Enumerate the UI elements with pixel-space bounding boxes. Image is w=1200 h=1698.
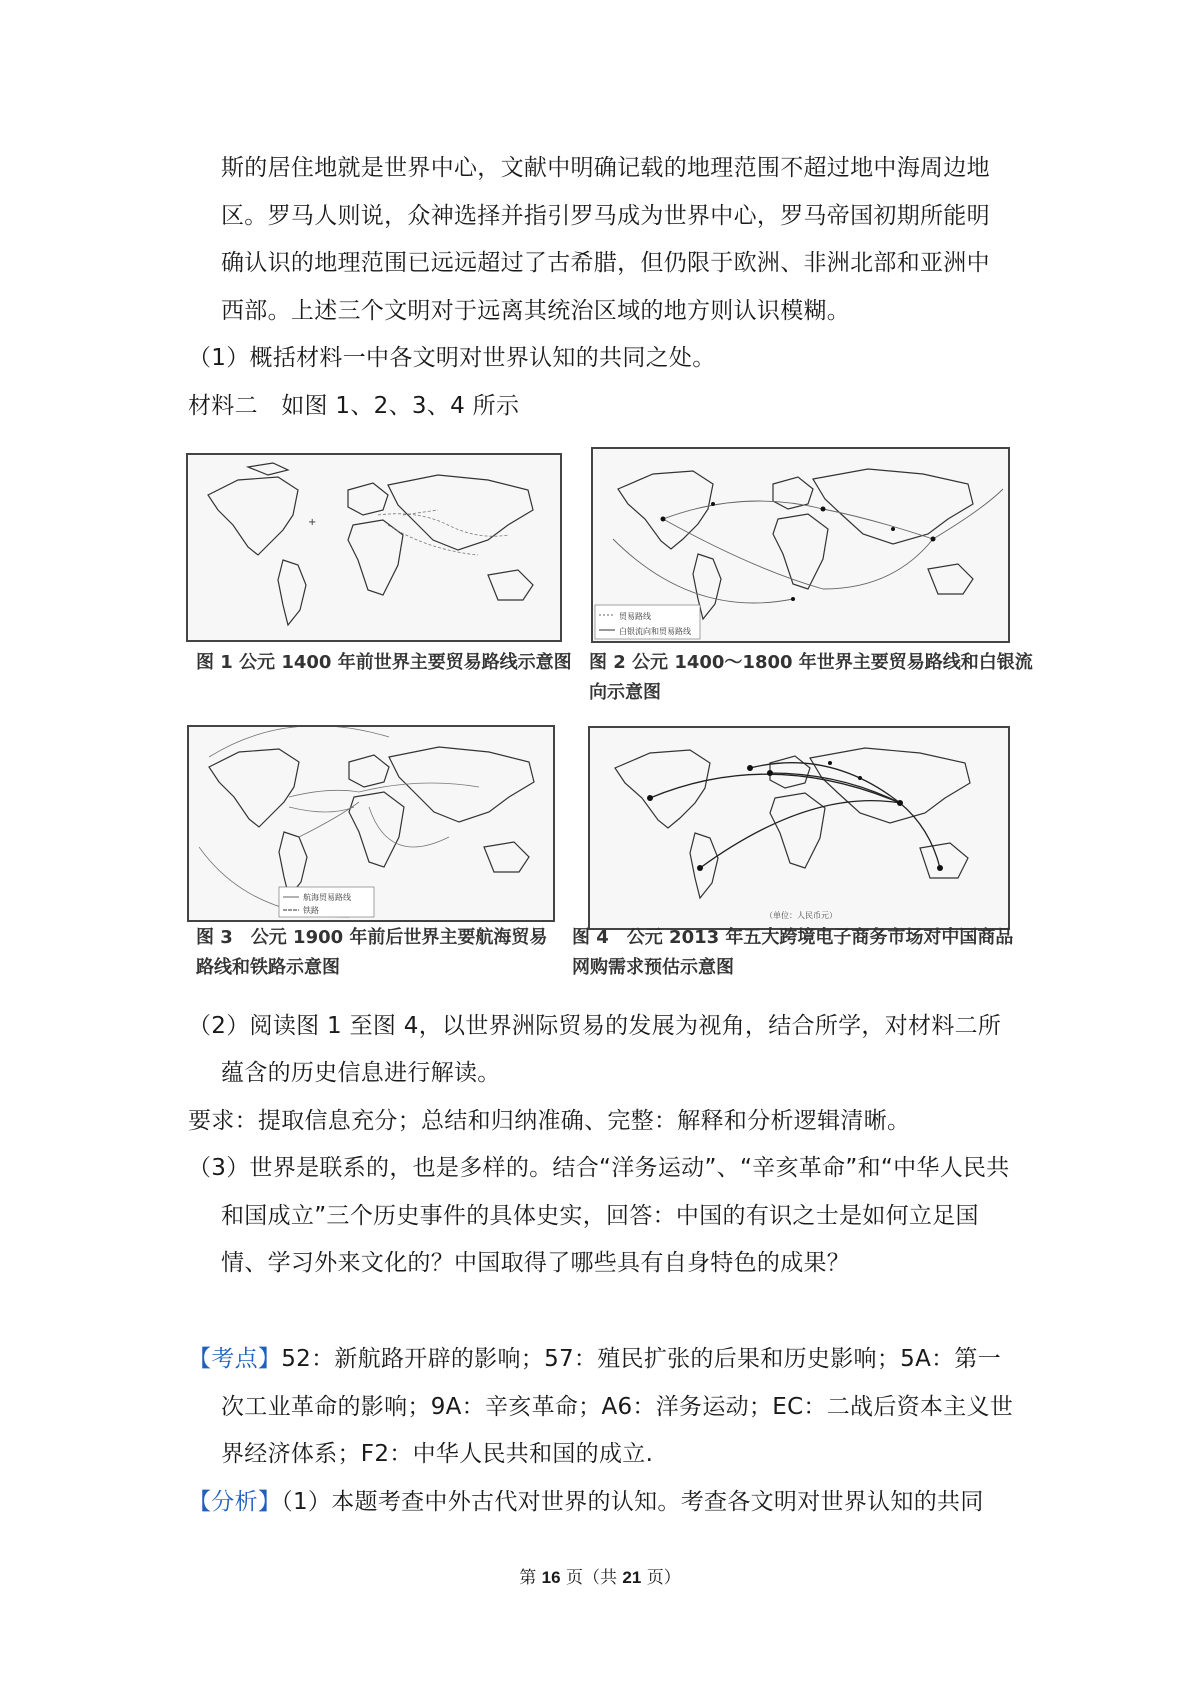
kaodian-line-3: 界经济体系；F2：中华人民共和国的成立. [221, 1441, 654, 1467]
fig4-unit: （单位：人民币元） [765, 911, 837, 920]
page-number: 16 [541, 1568, 561, 1587]
question-3-line-3: 情、学习外来文化的？中国取得了哪些具有自身特色的成果？ [221, 1250, 851, 1276]
kaodian-tag: 【考点】 [188, 1346, 282, 1372]
fig3-legend-2: 铁路 [303, 906, 319, 915]
world-map-1 [188, 455, 560, 640]
question-3-line-2: 和国成立”三个历史事件的具体史实，回答：中国的有识之士是如何立足国 [221, 1203, 979, 1229]
fenxi-tag: 【分析】 [188, 1489, 282, 1515]
question-2-line-1: （2）阅读图 1 至图 4，以世界洲际贸易的发展为视角，结合所学，对材料二所 [188, 1013, 1002, 1039]
fenxi-text-1: （1）本题考查中外古代对世界的认知。考查各文明对世界认知的共同 [281, 1489, 984, 1515]
figure-3-caption-2: 路线和铁路示意图 [196, 957, 340, 978]
material1-line-2: 区。罗马人则说，众神选择并指引罗马成为世界中心，罗马帝国初期所能明 [221, 203, 990, 229]
world-map-2 [593, 449, 1008, 641]
total-pages: 21 [622, 1568, 642, 1587]
figure-3-map [187, 725, 555, 922]
fig2-legend-2: 白银流向和贸易路线 [619, 627, 691, 636]
figure-2-caption-2: 向示意图 [589, 682, 661, 703]
figure-2-caption-1: 图 2 公元 1400～1800 年世界主要贸易路线和白银流 [589, 652, 1033, 673]
figure-4-caption-1: 图 4 公元 2013 年五大跨境电子商务市场对中国商品 [572, 927, 1014, 948]
material1-line-4: 西部。上述三个文明对于远离其统治区域的地方则认识模糊。 [221, 298, 851, 324]
figure-3-caption-1: 图 3 公元 1900 年前后世界主要航海贸易 [196, 927, 548, 948]
figure-4-map [588, 726, 1010, 930]
page-footer: 第 16 页（共 21 页） [519, 1568, 681, 1588]
material1-line-3: 确认识的地理范围已远远超过了古希腊，但仍限于欧洲、非洲北部和亚洲中 [221, 250, 990, 276]
material2-title: 材料二 如图 1、2、3、4 所示 [188, 393, 520, 419]
world-map-4 [590, 728, 1008, 928]
fenxi-line-1 [188, 1487, 984, 1517]
figure-1-caption: 图 1 公元 1400 年前世界主要贸易路线示意图 [196, 652, 572, 673]
question-2-line-2: 蕴含的历史信息进行解读。 [221, 1060, 501, 1086]
kaodian-line-1 [188, 1344, 1001, 1374]
question-1: （1）概括材料一中各文明对世界认知的共同之处。 [188, 345, 716, 371]
svg-text:+: + [308, 517, 317, 528]
question-3-line-1: （3）世界是联系的，也是多样的。结合“洋务运动”、“辛亥革命”和“中华人民共 [188, 1155, 1010, 1181]
fig3-legend-1: 航海贸易路线 [303, 893, 351, 902]
requirement-text: 要求：提取信息充分；总结和归纳准确、完整：解释和分析逻辑清晰。 [188, 1108, 911, 1134]
material1-line-1: 斯的居住地就是世界中心，文献中明确记载的地理范围不超过地中海周边地 [221, 155, 990, 181]
kaodian-text-1: 52：新航路开辟的影响；57：殖民扩张的后果和历史影响；5A：第一 [281, 1346, 1002, 1372]
figure-4-caption-2: 网购需求预估示意图 [572, 957, 734, 978]
fig2-legend-1: 贸易路线 [619, 612, 651, 621]
figure-2-map [591, 447, 1010, 643]
figure-1-map [186, 453, 562, 642]
kaodian-line-2: 次工业革命的影响；9A：辛亥革命；A6：洋务运动；EC：二战后资本主义世 [221, 1394, 1014, 1420]
world-map-3 [189, 727, 553, 920]
